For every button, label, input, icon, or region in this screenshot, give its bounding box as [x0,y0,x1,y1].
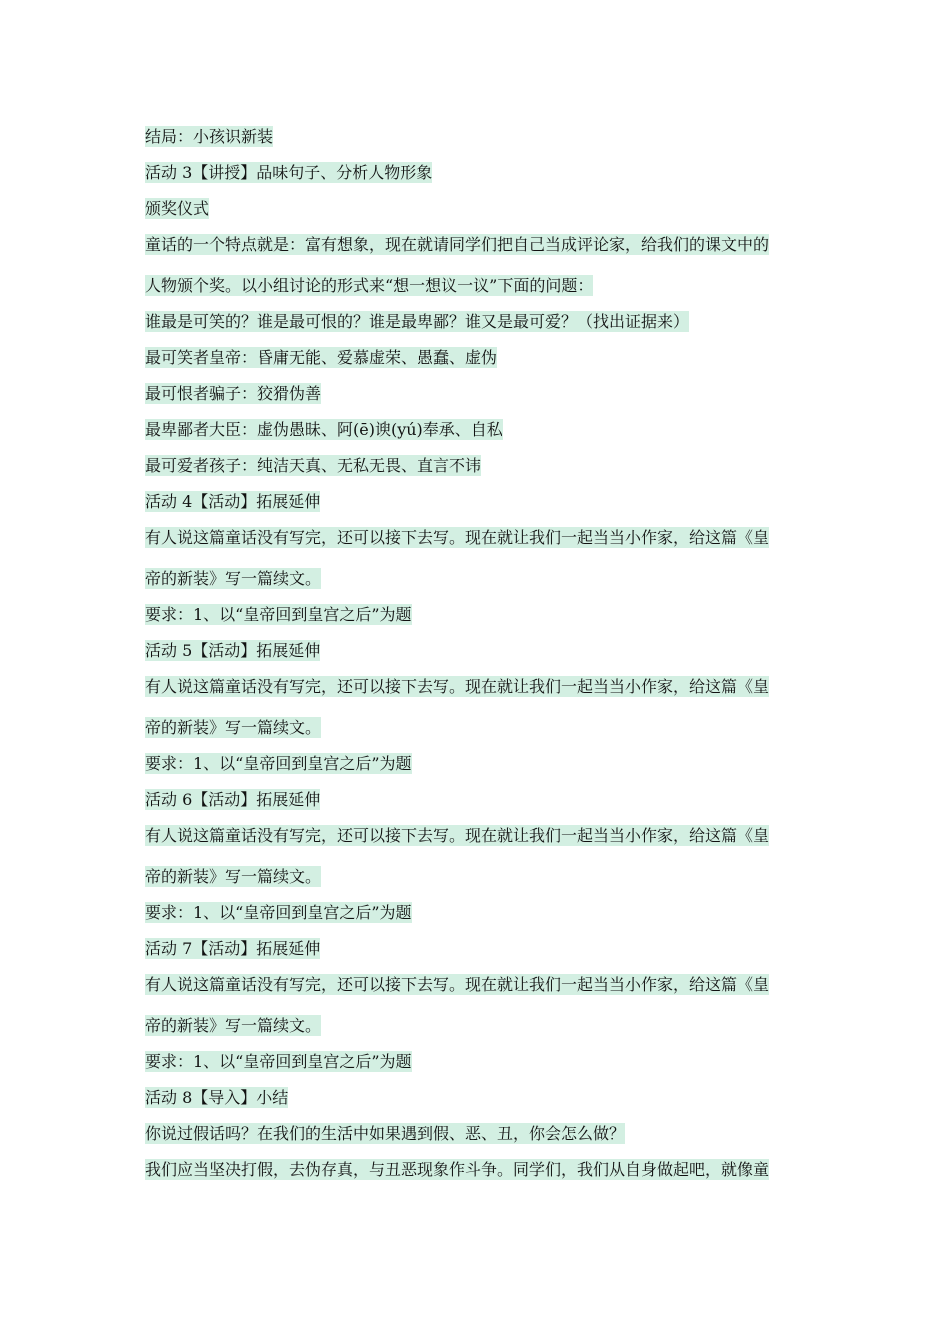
line-text: 活动 6【活动】拓展延伸 [145,790,321,809]
line-text: 有人说这篇童话没有写完，还可以接下去写。现在就让我们一起当当小作家，给这篇《皇 [145,975,770,994]
text-line [145,275,593,297]
line-text: 帝的新装》写一篇续文。 [145,867,322,886]
text-line [145,455,481,477]
text-line [145,1015,321,1037]
text-line [145,527,769,549]
line-text: 活动 8【导入】小结 [145,1088,289,1107]
line-text: 颁奖仪式 [145,199,210,218]
line-text: 我们应当坚决打假，去伪存真，与丑恶现象作斗争。同学们，我们从自身做起吧，就像童 [145,1160,770,1179]
text-line [145,347,497,369]
text-line [145,717,321,739]
text-line [145,825,769,847]
text-line [145,383,321,405]
text-line [145,234,769,256]
text-line [145,974,769,996]
line-text: 要求：1、以“皇帝回到皇宫之后”为题 [145,605,412,624]
text-line [145,938,320,960]
line-text: 帝的新装》写一篇续文。 [145,718,322,737]
line-text: 结局：小孩识新装 [145,127,274,146]
line-text: 活动 5【活动】拓展延伸 [145,641,321,660]
line-text: 最可笑者皇帝：昏庸无能、爱慕虚荣、愚蠢、虚伪 [145,348,498,367]
line-text: 人物颁个奖。以小组讨论的形式来“想一想议一议”下面的问题： [145,276,594,295]
text-line [145,568,321,590]
text-line [145,1087,288,1109]
text-line [145,866,321,888]
text-line [145,789,320,811]
line-text: 活动 7【活动】拓展延伸 [145,939,321,958]
text-line [145,640,320,662]
text-line [145,604,412,626]
text-line [145,1159,769,1181]
text-line [145,419,503,441]
text-line [145,126,273,148]
text-line [145,1123,625,1145]
line-text: 童话的一个特点就是：富有想象，现在就请同学们把自己当成评论家，给我们的课文中的 [145,235,770,254]
line-text: 最可恨者骗子：狡猾伪善 [145,384,322,403]
line-text: 要求：1、以“皇帝回到皇宫之后”为题 [145,1052,412,1071]
line-text: 你说过假话吗？在我们的生活中如果遇到假、恶、丑，你会怎么做？ [145,1124,626,1143]
text-line [145,902,412,924]
line-text: 帝的新装》写一篇续文。 [145,1016,322,1035]
text-line [145,1051,412,1073]
line-text: 谁最是可笑的？谁是最可恨的？谁是最卑鄙？谁又是最可爱？（找出证据来） [145,312,690,331]
text-line [145,676,769,698]
text-line [145,198,209,220]
line-text: 最可爱者孩子：纯洁天真、无私无畏、直言不讳 [145,456,482,475]
line-text: 帝的新装》写一篇续文。 [145,569,322,588]
line-text: 活动 4【活动】拓展延伸 [145,492,321,511]
line-text: 最卑鄙者大臣：虚伪愚昧、阿(ē)谀(yú)奉承、自私 [145,420,503,439]
text-line [145,753,412,775]
line-text: 要求：1、以“皇帝回到皇宫之后”为题 [145,903,412,922]
text-line [145,311,689,333]
line-text: 有人说这篇童话没有写完，还可以接下去写。现在就让我们一起当当小作家，给这篇《皇 [145,677,770,696]
line-text: 要求：1、以“皇帝回到皇宫之后”为题 [145,754,412,773]
text-line [145,491,320,513]
line-text: 活动 3【讲授】品味句子、分析人物形象 [145,163,433,182]
line-text: 有人说这篇童话没有写完，还可以接下去写。现在就让我们一起当当小作家，给这篇《皇 [145,826,770,845]
line-text: 有人说这篇童话没有写完，还可以接下去写。现在就让我们一起当当小作家，给这篇《皇 [145,528,770,547]
text-line [145,162,432,184]
